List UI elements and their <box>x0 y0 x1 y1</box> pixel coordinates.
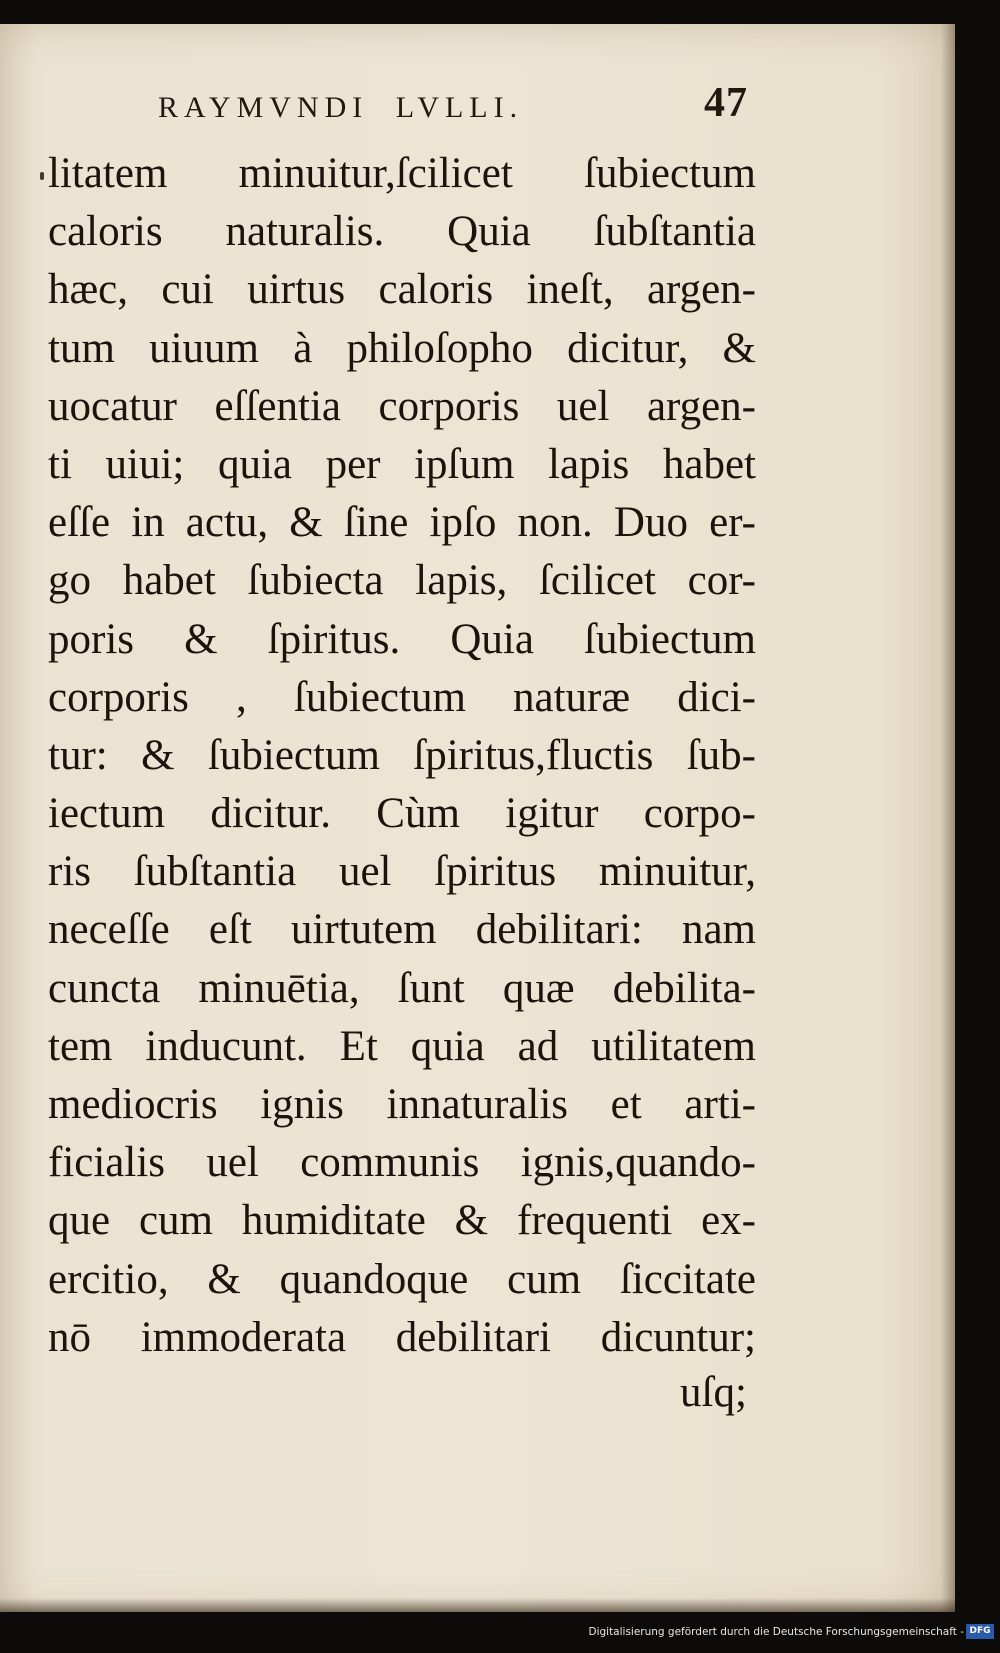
running-head-title: RAYMVNDI LVLLI. <box>158 91 524 124</box>
text-line: corporis , ſubiectum naturæ dici- <box>48 673 756 721</box>
dfg-logo: DFG <box>966 1624 994 1639</box>
text-line: cuncta minuētia, ſunt quæ debilita- <box>48 964 756 1012</box>
text-line: hæc, cui uirtus caloris ineſt, argen- <box>48 266 756 314</box>
text-line: eſſe in actu, & ſine ipſo non. Duo er- <box>48 499 756 547</box>
text-line: iectum dicitur. Cùm igitur corpo- <box>48 790 756 838</box>
body-text <box>48 145 756 1367</box>
text-line: que cum humiditate & frequenti ex- <box>48 1197 756 1245</box>
text-line: poris & ſpiritus. Quia ſubiectum <box>48 615 756 663</box>
text-line: litatem minuitur,ſcilicet ſubiectum <box>48 150 756 197</box>
text-line: ris ſubſtantia uel ſpiritus minuitur, <box>48 848 756 896</box>
text-line: go habet ſubiecta lapis, ſcilicet cor- <box>48 557 756 605</box>
text-line: uocatur eſſentia corporis uel argen- <box>48 382 756 430</box>
text-line: tur: & ſubiectum ſpiritus,fluctis ſub- <box>48 731 756 779</box>
text-line: ti uiui; quia per ipſum lapis habet <box>48 440 756 488</box>
text-line: tem inducunt. Et quia ad utilitatem <box>48 1022 756 1070</box>
running-head <box>158 79 748 139</box>
text-line: nō immoderata debilitari dicuntur; <box>48 1313 756 1361</box>
text-line: neceſſe eſt uirtutem debilitari: nam <box>48 906 756 954</box>
text-line: ercitio, & quandoque cum ſiccitate <box>48 1255 756 1303</box>
text-line: mediocris ignis innaturalis et arti- <box>48 1081 756 1128</box>
text-line: caloris naturalis. Quia ſubſtantia <box>48 208 756 256</box>
catchword: uſq; <box>680 1369 747 1416</box>
page-edge-shadow <box>941 24 955 1612</box>
ink-mark <box>40 172 44 180</box>
funding-credit: Digitalisierung gefördert durch die Deutsche Forschungsgemeinschaft - <box>588 1626 964 1638</box>
text-line: tum uiuum à philoſopho dicitur, & <box>48 324 756 372</box>
page-number: 47 <box>704 80 748 126</box>
page-bottom-shadow <box>0 1598 955 1612</box>
text-line: ficialis uel communis ignis,quando- <box>48 1139 756 1187</box>
digitization-footer <box>0 1612 1000 1653</box>
